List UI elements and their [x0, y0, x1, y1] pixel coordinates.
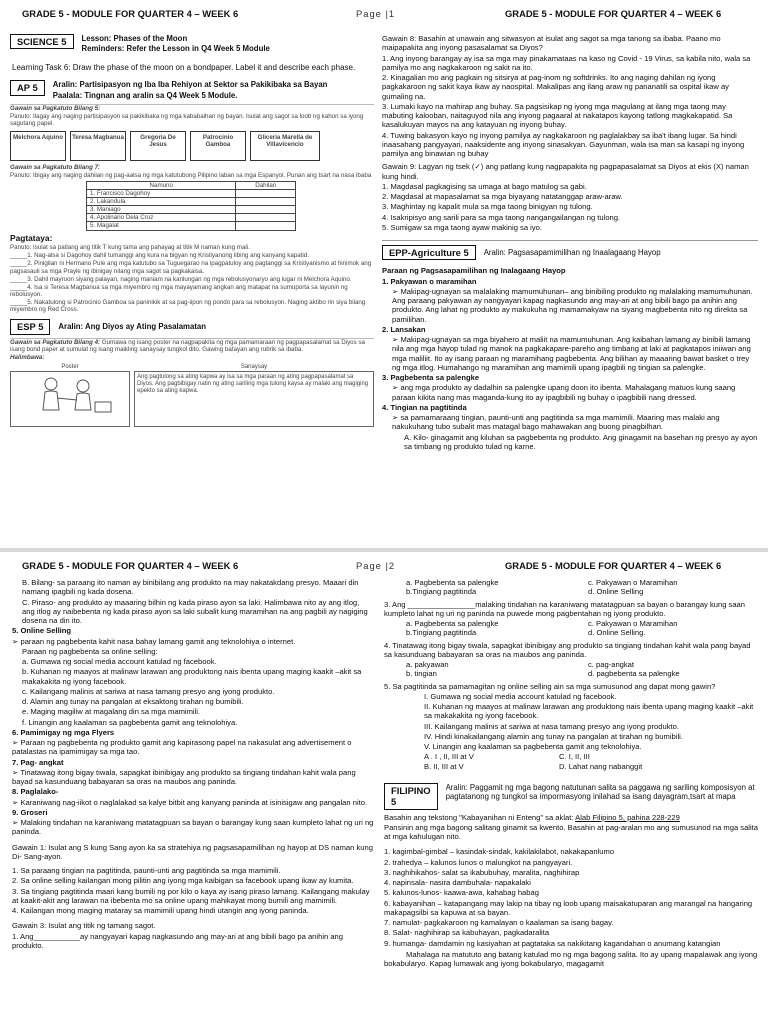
table-row: [87, 222, 296, 230]
gawain1-item: 4. Kailangan mong maging mataray sa mamimili upang hindi utangin ang iyong paninda.: [12, 906, 309, 915]
epp-aralin: Aralin: Pagsasapamimilihan ng Inaalagaang Hayop: [483, 248, 661, 257]
q5-statement: V. Linangin ang kaalaman sa pagbebenta gamit ang teknolohiya.: [424, 742, 642, 751]
paraan-title: Paraan ng Pagsasapamilihan ng Inalagaang Hayop: [382, 266, 566, 276]
online-step: b. Kuhanan ng maayos at malinaw larawan ang produktong nais ibenta upang maging kaakit –akit sa makakakita ng iyong facebook.: [22, 667, 362, 686]
filipino-pansinin: Pansinin ang mga bagong salitang ginamit sa kwento. Basahin at pag-aralan mo ang sumusunod na mga salita at mga kahulugan nito.: [384, 822, 759, 842]
esp-aralin: Aralin: Ang Diyos ay Ating Pasalamatan: [58, 322, 207, 332]
option: b. tingian: [406, 669, 437, 679]
method-6-title: 6. Pamimigay ng mga Flyers: [12, 727, 115, 737]
table-header: Dahilan: [236, 181, 296, 189]
method-8-text: ➢ Karaniwang nag-iikot o naglalakad sa kalye bitbit ang kanyang paninda at isinisigaw ang pangalan nito.: [12, 797, 368, 807]
gawain5-instructions: Panuto: Ilagay ang naging partisipasyon sa pakikibaka ng mga kababaihan ng bayan. Isulat ang sagot sa loob ng kahon sa iyong sagutang papel.: [10, 113, 364, 128]
pagtataya-item: _____4. Isa si Teresa Magbanua sa mga miyembro ng mga mayayamang angkan ang matapat na sumuporta sa layunin ng rebolusyon.: [10, 283, 348, 298]
gawain3-item: 1. Ang___________ay nangyayari kapag nagkasundo ang may-ari at ang bibili bago pa anihin ang produkto.: [12, 931, 344, 950]
method-4-text: ➢ sa pamamaraang tingian, paunti-unti ang pagtitinda sa mga mamimili. Maaring mas malaki ang nakukuhang tubo subalit mas matagal bago mahawakan ang buong pinagbilhan.: [392, 413, 720, 432]
table-cell: [236, 222, 296, 230]
q3-options: [384, 619, 760, 638]
sanaysay-label: Sanaysay: [240, 364, 268, 371]
gawain9-item: 3. Maghintay ng kapalit mula sa mga taong binigyan ng tulong.: [382, 202, 593, 212]
header-left-title: GRADE 5 - MODULE FOR QUARTER 4 – WEEK 6: [22, 8, 239, 19]
table-row: [87, 214, 296, 222]
gawain3-instructions: Gawain 3: Isulat ang titik ng tamang sagot.: [12, 921, 156, 931]
right-column: [384, 578, 760, 1022]
q5-statement: IV. Hindi kinakailangang alamin ang tunay na pangalan at tirahan ng bumibili.: [424, 731, 683, 741]
gawain9-item: 5. Sumigaw sa mga taong ayaw makinig sa iyo.: [382, 222, 542, 232]
method-3-title: 3. Pagbebenta sa palengke: [382, 373, 480, 383]
q4-options: [384, 660, 760, 679]
ap-section: [10, 80, 374, 101]
module-page-2: [0, 552, 768, 1024]
method-4c-text: C. Piraso- ang produkto ay maaaring bilhin ng kada piraso ayon sa laki. Halimbawa nito ay ang itlog, ang itlog ay naibebenta ng kada piraso ayon sa laki subalit kung maramihan na ang pagbili ay nagiging dosena na din ito.: [22, 597, 368, 625]
question-3: 3. Ang ________________malaking tindahan na karaniwang matatagpuan sa bayan o barangay kung saan kumpleto lahat ng uri ng paninda na puwede mong pagbentahan ng iyong produkto.: [384, 599, 745, 618]
table-cell: [236, 189, 296, 197]
gawain1-item: 3. Sa tingiang pagtitinda maari kang bumili ng por kilo o kaya ay isang piraso lamang. Kailangang makulay at kaakit-akit ang larawan na ibebenta mo sa online upang mahikayat mong bumili ang mamimili.: [12, 886, 370, 905]
header-right-title: GRADE 5 - MODULE FOR QUARTER 4 – WEEK 6: [505, 8, 722, 19]
revolt-table: [86, 181, 296, 231]
gawain9-instructions: Gawain 9: Lagyan ng tsek (✓) ang patlang kung nagpapakita ng pagpapasalamat sa Diyos at ekis (X) naman kung hindi.: [382, 162, 749, 181]
gawain7-title: Gawain sa Pagkatuto Bilang 7:: [10, 163, 101, 171]
scanned-activity-esp: [10, 338, 374, 427]
method-9-title: 9. Groseri: [12, 807, 48, 817]
ap-aralin: Aralin: Partisipasyon ng Iba Iba Rehiyon at Sektor sa Pakikibaka sa Bayan: [52, 80, 328, 90]
scanned-activity-ap: [10, 104, 374, 313]
table-cell: 3. Maniago: [87, 206, 236, 214]
table-cell: [236, 198, 296, 206]
esp-label-box: ESP 5: [10, 319, 50, 334]
option: a. pakyawan: [406, 660, 449, 669]
pagtataya-item: _____1. Nag-alsa si Dagohoy dahil tumanggi ang kura na bigyan ng Kristiyanong libing ang kanyang kapatid.: [10, 252, 309, 260]
option: B. II, III at V: [424, 761, 464, 771]
option: a. Pagbebenta sa palengke: [406, 619, 499, 628]
filipino-reading: [384, 813, 760, 822]
vocab-item: 1. kagimbal-gimbal – kasindak-sindak, kakilakilabot, nakakapanlumo: [384, 847, 615, 857]
left-column: [12, 578, 374, 1022]
method-4a-text: A. Kilo- ginagamit ang kiluhan sa pagbebenta ng produkto. Ang ginagamit na basehan ng presyo ay ayon sa timbang ng produkto tulad ng karne.: [404, 432, 758, 451]
option: b.Tingiang pagtitinda: [406, 628, 477, 638]
table-header: Namuno: [87, 181, 236, 189]
option: d. Online Selling: [588, 587, 644, 597]
gawain4-title: Gawain sa Pagkatuto Bilang 4:: [10, 338, 101, 346]
filipino-closing: Mahalaga na matututo ang batang katulad mo ng mga bagong salita. Ito ay upang mapalawak ang iyong bokabularyo. Kapag lumawak ang iyong bokabularyo, magagamit: [384, 949, 758, 969]
gawain5-title: Gawain sa Pagkatuto Bilang 5:: [10, 105, 101, 113]
table-row: [87, 189, 296, 197]
q2-options: [384, 578, 760, 597]
esp-section: [10, 319, 374, 334]
method-1-text: ➢ Makipag-ugnayan sa malalaking mamumuhunan– ang binibiling produkto ng malalaking mamumuhunan. Ang paraang pakyawan ay nangyayari kapag nagkasundo ang may-ari at ang bibili bago pa anihin ang produkto. Ang lahat ng produkto ay makukuha ng mamamakyaw na siyang magbebenta nito ng direkta sa pamilihan.: [392, 286, 753, 324]
option: b.Tingiang pagtitinda: [406, 587, 477, 597]
table-cell: [236, 206, 296, 214]
method-9-text: ➢ Malaking tindahan na karaniwang matatagpuan sa bayan o barangay kung saan kumpleto lahat ng uri ng paninda.: [12, 818, 374, 837]
question-4: 4. Tinatawag itong bigay tiwala, sapagkat ibinibigay ang produkto sa tingiang tindahan kahit wala pang bayad sa kasunduang babayaran sa oras na maubos ang paninda.: [384, 640, 751, 659]
gawain9-item: 2. Magdasal at mapasalamat sa mga biyayang natatanggap araw-araw.: [382, 192, 623, 201]
gawain8-item: 3. Lumaki kayo na mahirap ang buhay. Sa pagsisikap ng iyong mga magulang at ilang mga taong may mabuting kalooban, naitaguyod nila ang inyong pagaaral at nakatapos kayong tatlong magkakapatid. Sa kasalukuyan mayos na ang katayuan ng inyong buhay.: [382, 101, 733, 130]
method-8-title: 8. Paglalako-: [12, 787, 59, 797]
vocab-item: 3. naghihikahos- salat sa ikabubuhay, maralita, naghihirap: [384, 867, 580, 877]
learning-task-6: Learning Task 6: Draw the phase of the moon on a bondpaper. Label it and describe each phase.: [12, 62, 356, 72]
page-header: [0, 560, 768, 574]
pagtataya-item: _____5. Nakatulong si Patrocinio Gamboa sa paninikik at sa pag-iipon ng pondo para sa rebolusyon. Naging aktibo rin siya bilang miyembro ng Red Cross.: [10, 299, 366, 314]
header-right-title: GRADE 5 - MODULE FOR QUARTER 4 – WEEK 6: [505, 560, 722, 571]
gawain4-instructions: Gumawa ng isang poster na nagpapakita ng mga pamamaraan ng pagpapasalamat sa Diyos sa isang bond paper at sumulat ng isang maikling sanaysay tungkol dito. Gawing batayan ang rubrik sa ibaba.: [10, 338, 365, 353]
method-5-title: 5. Online Selling: [12, 626, 72, 636]
gawain1-item: 2. Sa online selling kailangan mong pilitin ang iyong mga kaibigan sa facebook upang ikaw ay kumita.: [12, 876, 354, 886]
option: c. Pakyawan o Maramihan: [588, 619, 678, 628]
heroine-name-boxes: [10, 131, 374, 161]
method-2-title: 2. Lansakan: [382, 324, 426, 334]
halimbawa-label: Halimbawa:: [10, 354, 45, 361]
vocab-item: 7. namulat- pagkakaroon ng kamalayan o kaalaman sa isang bagay.: [384, 918, 614, 928]
filipino-section: [384, 783, 760, 810]
poster-illustration: [10, 371, 130, 427]
method-2-text: ➢ Makipag-ugnayan sa mga biyahero at maliit na mamumuhunan. Ang kaibahan lamang ay binibili lamang nila ang mga hayop tulad ng manok na pagkakapare-pareho ang timbang at laki at pagkatapos iniiwan ang mga maliliit. Ito ay isang paraan ng maramihang pagbebenta. Ang bilihan ay maaaring bawat basket o trey ng mga itlog. Humahango ng maramihan ang mamimili upang ipagbili ng tingian sa palengke.: [392, 335, 751, 372]
method-7-text: ➢ Tinatawag itong bigay tiwala, sapagkat ibinibigay ang produkto sa tingiang tindahan kahit wala pang bayad sa kasunduang babayaran sa oras na maubos ang paninda.: [12, 767, 356, 786]
filipino-label-box: FILIPINO 5: [384, 783, 438, 810]
option: c. Pakyawan o Maramihan: [588, 578, 678, 587]
gawain8-item: 1. Ang inyong barangay ay isa sa mga may pinakamataas na kaso ng Covid - 19 Virus, sa kabila nito, wala sa pamilya mo ang nagkakaroon ng sakit na ito.: [382, 53, 751, 72]
pagtataya-item: _____2. Pinigilan ni Hermano Pule ang mga katutubo sa Tuguegarao na ipagpatuloy ang pagtanggi sa Kristiyanismo at hinimok ang pagsasauli sa mga Prayle ng ibinigay nilang mga sagot sa pagkakaisa.: [10, 260, 372, 275]
online-step: a. Gumawa ng social media account katulad ng facebook.: [22, 657, 217, 666]
epp-section: [382, 240, 758, 260]
option: a. Pagbebenta sa palengke: [406, 578, 499, 587]
gawain9-item: 4. Isakripisyo ang sarili para sa mga taong nangangailangan ng tulong.: [382, 212, 621, 222]
question-5: 5. Sa pagtitinda sa pamamagitan ng online selling ain sa mga sumusunod ang dapat mong gawin?: [384, 681, 716, 691]
book-reference: Alab Filipino 5, pahina 228-229: [575, 812, 680, 822]
gawain8-item: 4. Tuwing bakasyon kayo ng inyong pamilya ay nagkakaroon ng paglalakbay sa iba't ibang lugar. Sa hindi inaasahang pangyayari, naaksidente ang inyong sinasakyan. Gayunman, wala isa man sa kasapi ng inyong pamilya ang binawian ng buhay: [382, 130, 745, 158]
sanaysay-text: Ang pagtulong sa ating kapwa ay isa sa mga paraan ng ating pagpapasalamat sa Diyos. Ang pagbibigay natin ng ating sariling mga tulong kaysa ay malaki ang magiging epekto sa ating kapwa.: [134, 371, 374, 427]
vocab-item: 2. trahedya – kalunos lunos o malungkot na pangyayari.: [384, 857, 573, 867]
q5-options: [384, 752, 684, 771]
table-cell: [236, 214, 296, 222]
method-6-text: ➢ Paraan ng pagbebenta ng produkto gamit ang kapirasong papel na nakasulat ang advertisement o patalastas na ipamimigay sa mga tao.: [12, 738, 352, 757]
epp-label-box: EPP-Agriculture 5: [382, 245, 476, 260]
method-7-title: 7. Pag- angkat: [12, 757, 64, 767]
method-4-title: 4. Tingian na pagtitinda: [382, 402, 467, 412]
gawain1-item: 1. Sa paraang tingian na pagtitinda, paunti-unti ang pagtitinda sa mga mamimili.: [12, 866, 281, 875]
ap-paalala: Paalala: Tingnan ang aralin sa Q4 Week 5 Module.: [52, 90, 238, 100]
science-reminders: Reminders: Refer the Lesson in Q4 Week 5 Module: [81, 44, 270, 54]
science-label-box: SCIENCE 5: [10, 34, 74, 49]
vocab-item: 9. humanga- damdamin ng kasiyahan at pagtataka sa nakikitang kagandahan o anumang katangian: [384, 938, 721, 948]
page-header: [0, 8, 768, 22]
option: C. I, II, III: [559, 752, 590, 762]
poster-label: Poster: [61, 364, 79, 371]
q5-statement: III. Kailangang malinis at sariwa at nasa tamang presyo ang iyong produkto.: [424, 721, 679, 731]
method-4b-text: B. Bilang- sa paraang ito naman ay binibilang ang produkto na may nakatakdang presyo. Maaari din namang ipagbili ng kada dosena.: [22, 578, 359, 597]
table-cell: 5. Magalat: [87, 222, 236, 230]
table-cell: 1. Francisco Dagohoy: [87, 189, 236, 197]
pagtataya-instructions: Panuto: Isulat sa patlang ang titik T kung tama ang pahayag at titik M naman kung mali.: [10, 244, 250, 252]
example-poster: [10, 364, 374, 427]
name-box: Gliceria Marella de Villavicencio: [250, 131, 320, 161]
option: d. pagbebenta sa palengke: [588, 669, 680, 679]
gawain7-instructions: Panuto: Ibigay ang naging dahilan ng pag-aalsa ng mga katutubong Pilipino laban sa mga Espanyol. Punan ang tsart na nasa ibaba: [10, 171, 372, 179]
table-row: [87, 206, 296, 214]
vocab-item: 5. kalunos-lunos- kaawa-awa, kahabag habag: [384, 888, 539, 898]
online-step: e. Maging magiliw at magalang din sa mga mamimili.: [22, 707, 201, 717]
method-5-text: ➢ paraan ng pagbebenta kahit nasa bahay lamang gamit ang teknolohiya o internet.: [12, 636, 296, 646]
vocab-item: 8. Salat- naghihirap sa kabuhayan, pagkadaralita: [384, 928, 550, 938]
filipino-aralin: Aralin: Paggamit ng mga bagong natutunan salita sa paggawa ng sariling komposisyon at pagtatanong ng tungkol sa impormasyong inilahad sa isang dayagram,tsart at mapa: [445, 782, 755, 802]
gawain8-item: 2. Kinagalian mo ang pagkain ng sitsirya at pag-inom ng softdrinks. Ito ang naging dahilan ng iyong pagkakaroon ng sakit kaya ikaw ay naospital. Makalipas ang ilang araw ng pananatili sa ospital ikaw ay gumaling na.: [382, 73, 729, 101]
science-lesson: Lesson: Phases of the Moon: [81, 34, 188, 43]
q5-statement: I. Gumawa ng social media account katulad ng facebook.: [424, 691, 617, 701]
reading-instruction: Basahin ang tekstong "Kabayanihan ni Enteng" sa aklat:: [384, 812, 576, 822]
option: D. Lahat nang nabanggit: [559, 761, 643, 771]
science-section: [10, 34, 374, 55]
online-selling-subtitle: Paraan ng pagbebenta sa online selling:: [22, 646, 158, 656]
online-step: f. Linangin ang kaalaman sa pagbebenta gamit ang teknolohiya.: [22, 717, 238, 727]
page-number: Page |1: [356, 8, 396, 19]
vocab-item: 4. napinsala- nasira dambuhala- napakalaki: [384, 878, 531, 888]
right-column: [382, 34, 758, 546]
method-3-text: ➢ ang mga produkto ay dadalhin sa palengke upang doon ito ibenta. Mahalagang matuos kung saang paraan kikita nang mas maganda-kung ito ay ipagbibili ng buhay o ipagbibili nang dressed.: [392, 383, 736, 402]
name-box: Melchora Aquino: [10, 131, 66, 161]
gawain8-instructions: Gawain 8: Basahin at unawain ang sitwasyon at isulat ang sagot sa mga tanong sa ibaba. Paano mo maipapakita ang inyong pasasalamat sa Diyos?: [382, 34, 721, 53]
header-left-title: GRADE 5 - MODULE FOR QUARTER 4 – WEEK 6: [22, 560, 239, 571]
table-row: [87, 198, 296, 206]
pagtataya-item: _____3. Dahil mayroon siyang palayan, naging maniam na kanlungan ng mga rebolusyonaryo ang lugar ni Melchora Aquino.: [10, 275, 352, 283]
name-box: Patrocinio Gamboa: [190, 131, 246, 161]
ap-label-box: AP 5: [10, 80, 45, 95]
option: c. pag-angkat: [588, 660, 635, 669]
name-box: Gregoria De Jesus: [130, 131, 186, 161]
pagtataya-title: Pagtataya:: [10, 232, 53, 243]
online-step: c. Kailangang malinis at sariwa at nasa tamang presyo ang iyong produkto.: [22, 686, 275, 696]
table-cell: 2. Lakandula: [87, 198, 236, 206]
gawain9-item: 1. Magdasal pagkagising sa umaga at bago matulog sa gabi.: [382, 181, 587, 191]
vocab-item: 6. kabayanihan – katapangang may lakip na tibay ng loob upang maisakatuparan ang marangal na hangaring makapagsilbi sa kapuwa at sa bayan.: [384, 898, 753, 917]
table-cell: 4. Apolinario Dela Cruz: [87, 214, 236, 222]
option: A . I , II, III at V: [424, 752, 474, 762]
left-column: [10, 34, 374, 546]
option: d. Online Selling.: [588, 628, 646, 638]
gawain1-instructions: Gawain 1: Isulat ang S kung Sang ayon ka sa stratehiya ng pagsasapamilihan ng hayop at DS naman kung Di- Sang-ayon.: [12, 842, 373, 861]
q5-statement: II. Kuhanan ng maayos at malinaw larawan ang produktong nais ibenta upang maging kaakit –akit sa makakakita ng iyong facebook.: [424, 702, 754, 721]
method-1-title: 1. Pakyawan o maramihan: [382, 276, 477, 286]
online-step: d. Alamin ang tunay na pangalan at eksaktong tirahan ng bumibili.: [22, 697, 244, 706]
children-drawing-icon: [11, 372, 129, 418]
page-number: Page |2: [356, 560, 396, 571]
name-box: Teresa Magbanua: [70, 131, 126, 161]
